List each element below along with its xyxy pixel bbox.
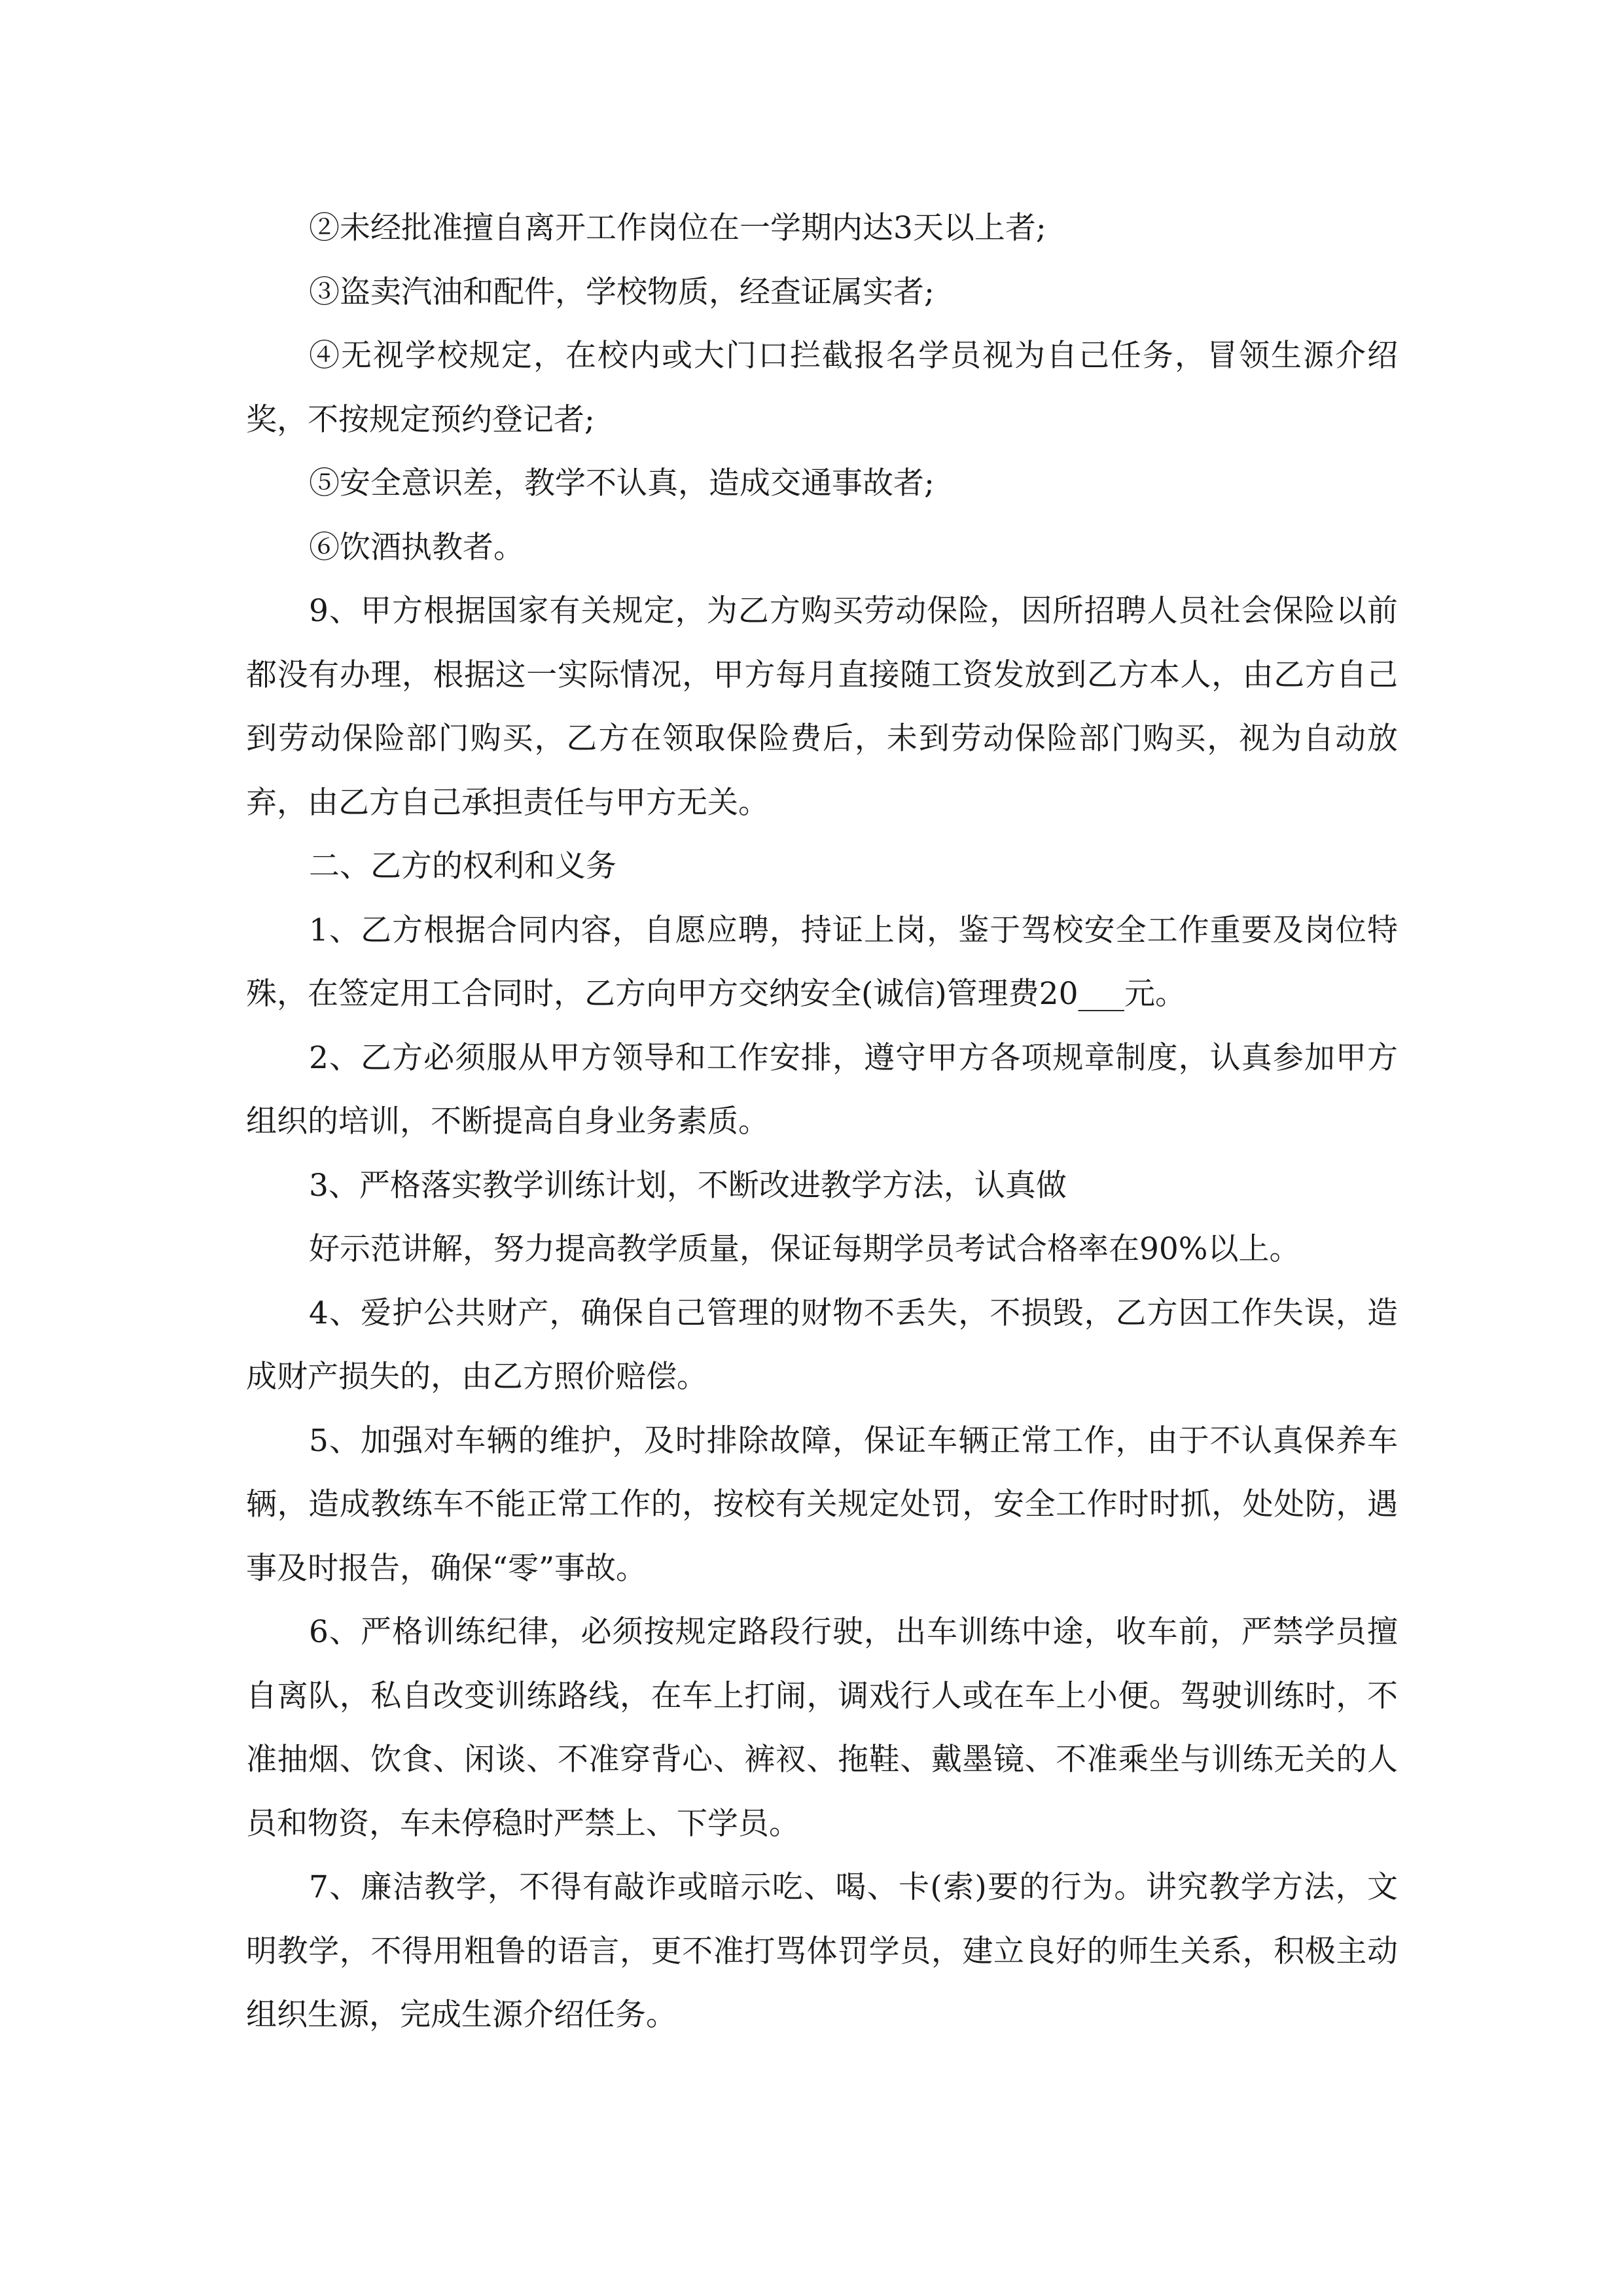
clause-item-5: ⑤安全意识差，教学不认真，造成交通事故者;: [309, 465, 935, 501]
duty-7: 7、廉洁教学，不得有敲诈或暗示吃、喝、卡(索)要的行为。讲究教学方法，文明教学，不得用粗鲁的语言，更不准打骂体罚学员，建立良好的师生关系，积极主动组织生源，完成生源介绍任务。: [246, 1869, 1398, 2033]
duty-5: 5、加强对车辆的维护，及时排除故障，保证车辆正常工作，由于不认真保养车辆，造成教练车不能正常工作的，按校有关规定处罚，安全工作时时抓，处处防，遇事及时报告，确保“零”事故。: [246, 1422, 1398, 1587]
duty-4: 4、爱护公共财产，确保自己管理的财物不丢失，不损毁，乙方因工作失误，造成财产损失的，由乙方照价赔偿。: [246, 1295, 1398, 1395]
duty-6: 6、严格训练纪律，必须按规定路段行驶，出车训练中途，收车前，严禁学员擅自离队，私自改变训练路线，在车上打闹，调戏行人或在车上小便。驾驶训练时，不准抽烟、饮食、闲谈、不准穿背心、裤衩、拖鞋、戴墨镜、不准乘坐与训练无关的人员和物资，车未停稳时严禁上、下学员。: [246, 1614, 1398, 1842]
clause-9-insurance: 9、甲方根据国家有关规定，为乙方购买劳动保险，因所招聘人员社会保险以前都没有办理，根据这一实际情况，甲方每月直接随工资发放到乙方本人，由乙方自己到劳动保险部门购买，乙方在领取保险费后，未到劳动保险部门购买，视为自动放弃，由乙方自己承担责任与甲方无关。: [246, 593, 1398, 821]
section-heading-rights-duties: 二、乙方的权利和义务: [309, 848, 616, 884]
document-body: [246, 196, 1398, 2047]
clause-item-3: ③盗卖汽油和配件，学校物质，经查证属实者;: [309, 274, 935, 310]
duty-3-continued: 好示范讲解，努力提高教学质量，保证每期学员考试合格率在90%以上。: [309, 1231, 1300, 1267]
clause-item-2: ②未经批准擅自离开工作岗位在一学期内达3天以上者;: [309, 210, 1046, 246]
duty-3: 3、严格落实教学训练计划，不断改进教学方法，认真做: [309, 1167, 1067, 1204]
clause-item-4: ④无视学校规定，在校内或大门口拦截报名学员视为自己任务，冒领生源介绍奖，不按规定预约登记者;: [246, 338, 1398, 438]
duty-2: 2、乙方必须服从甲方领导和工作安排，遵守甲方各项规章制度，认真参加甲方组织的培训，不断提高自身业务素质。: [246, 1039, 1398, 1139]
clause-item-6: ⑥饮酒执教者。: [309, 529, 524, 565]
duty-1: 1、乙方根据合同内容，自愿应聘，持证上岗，鉴于驾校安全工作重要及岗位特殊，在签定用工合同时，乙方向甲方交纳安全(诚信)管理费20___元。: [246, 912, 1398, 1012]
